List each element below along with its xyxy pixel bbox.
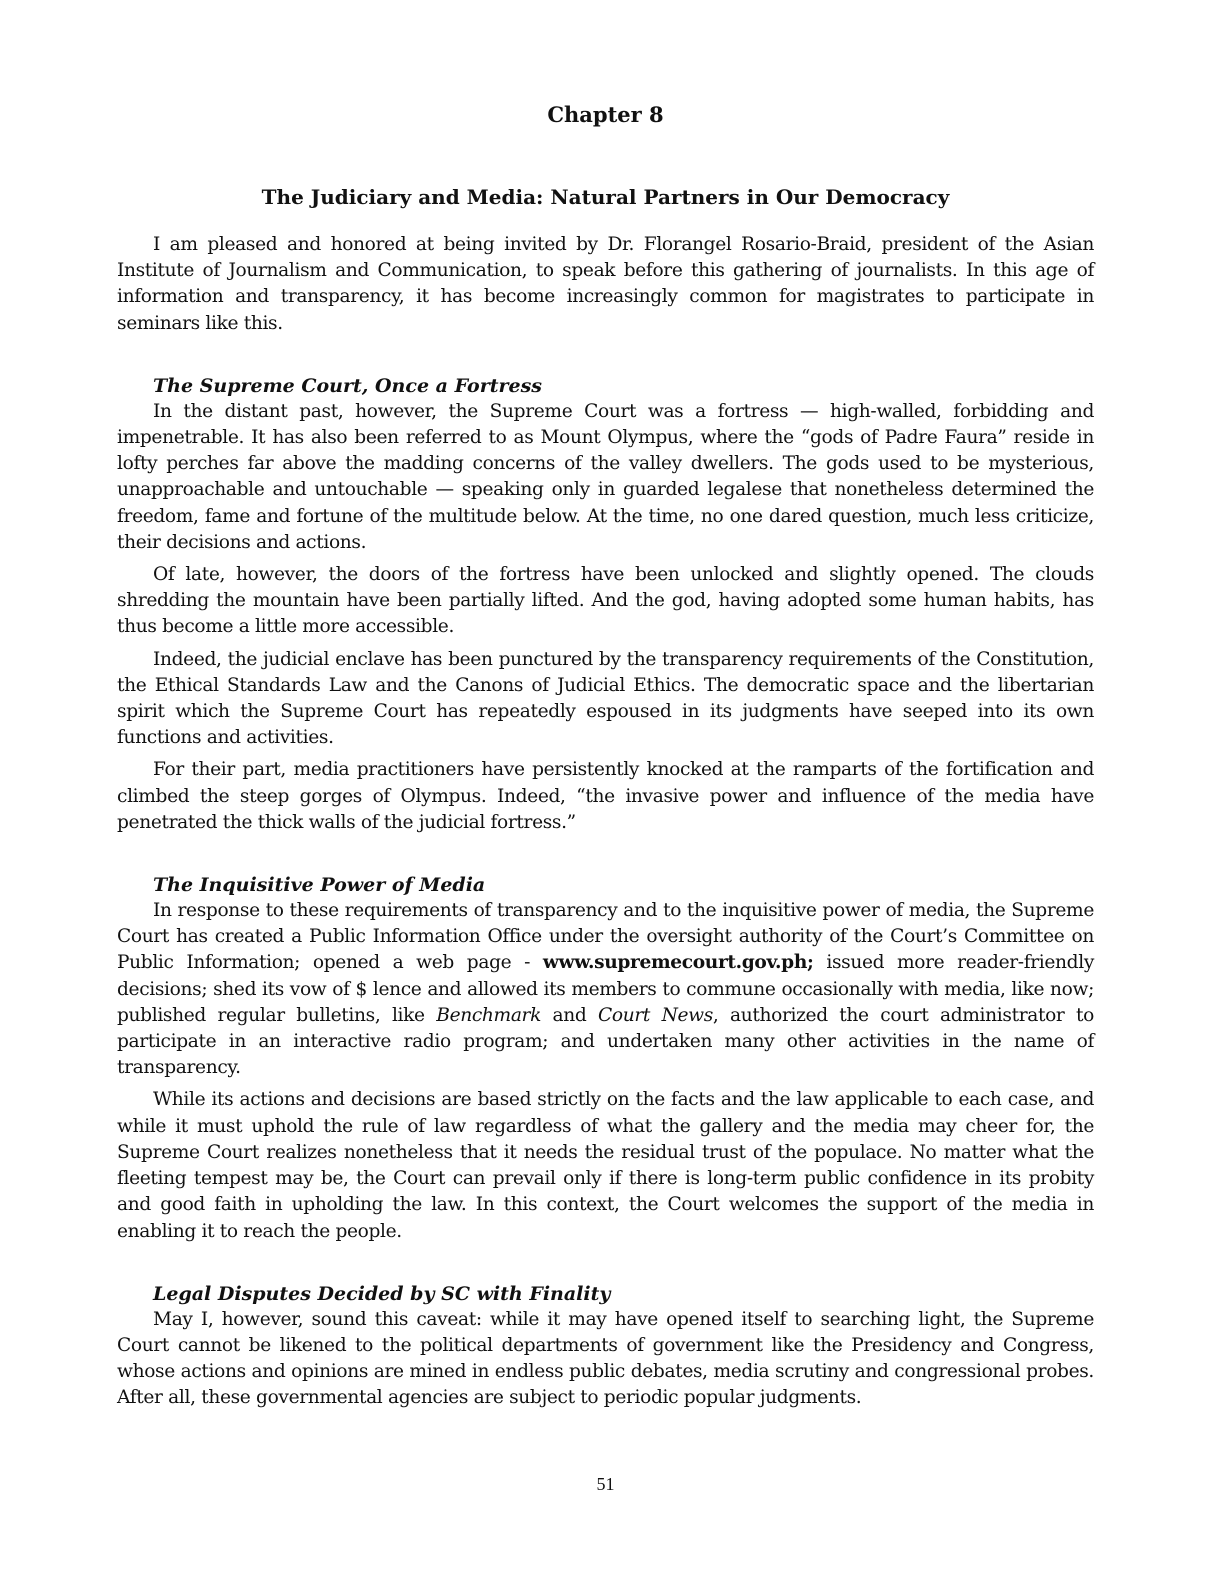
paragraph: May I, however, sound this caveat: while it may have opened itself to searching light, the Supreme Court cannot be likened to the political departments of government like the Presidency and Congress, whose actions and opinions are mined in endless public debates, media scrutiny and congressional probes. After all, these governmental agencies are subject to periodic popular judgments.	[117, 1308, 1094, 1409]
section-heading-legal-disputes: Legal Disputes Decided by SC with Finality	[153, 1282, 611, 1305]
paragraph: While its actions and decisions are based strictly on the facts and the law applicable to each case, and while it must uphold the rule of law regardless of what the gallery and the media may cheer for, the Supreme Court realizes nonetheless that it needs the residual trust of the populace. No matter what the fleeting tempest may be, the Court can prevail only if there is long-term public confidence in its probity and good faith in upholding the law. In this context, the Court welcomes the support of the media in enabling it to reach the people.	[117, 1089, 1094, 1242]
paragraph-with-link	[117, 898, 1094, 1081]
publication-title: Benchmark	[436, 1004, 542, 1026]
chapter-label: Chapter 8	[547, 102, 664, 127]
web-address: www.supremecourt.gov.ph;	[542, 952, 814, 974]
text-run: In response to these requirements of transparency and to the inquisitive power of media, the Supreme Court has created a Public Information Office under the oversight authority of the Court’s Committee on Public Information; opened a web page -	[117, 900, 1094, 974]
page-number: 51	[596, 1474, 615, 1494]
paragraph: In the distant past, however, the Supreme Court was a fortress — high-walled, forbidding and impenetrable. It has also been referred to as Mount Olympus, where the “gods of Padre Faura” reside in lofty perches far above the madding concerns of the valley dwellers. The gods used to be mysterious, unapproachable and untouchable — speaking only in guarded legalese that nonetheless determined the freedom, fame and fortune of the multitude below. At the time, no one dared question, much less criticize, their decisions and actions.	[117, 400, 1094, 553]
section-heading-inquisitive-power: The Inquisitive Power of Media	[153, 874, 486, 897]
paragraph: Indeed, the judicial enclave has been punctured by the transparency requirements of the Constitution, the Ethical Standards Law and the Canons of Judicial Ethics. The democratic space and the libertarian spirit which the Supreme Court has repeatedly espoused in its judgments have seeped into its own functions and activities.	[117, 648, 1094, 749]
section-heading-fortress: The Supreme Court, Once a Fortress	[153, 374, 542, 397]
document-body	[117, 232, 1094, 1418]
text-run: and	[541, 1004, 599, 1026]
document-page	[117, 0, 1094, 1584]
publication-title: Court News	[598, 1004, 713, 1026]
paragraph: For their part, media practitioners have persistently knocked at the ramparts of the fortification and climbed the steep gorges of Olympus. Indeed, “the invasive power and influence of the media have penetrated the thick walls of the judicial fortress.”	[117, 759, 1094, 833]
intro-paragraph: I am pleased and honored at being invited by Dr. Florangel Rosario-Braid, president of the Asian Institute of Journalism and Communication, to speak before this gathering of journalists. In this age of information and transparency, it has become increasingly common for magistrates to participate in seminars like this.	[117, 234, 1094, 334]
text-run: , authorized the court administrator to participate in an interactive radio program; and undertaken many other activities in the name of transparency.	[117, 1004, 1094, 1079]
text-run: issued more reader-friendly decisions; shed its vow of $ lence and allowed its members to commune occasionally with media, like now; published regular bulletins, like	[117, 952, 1094, 1026]
paragraph: Of late, however, the doors of the fortress have been unlocked and slightly opened. The clouds shredding the mountain have been partially lifted. And the god, having adopted some human habits, has thus become a little more accessible.	[117, 564, 1094, 638]
chapter-title: The Judiciary and Media: Natural Partners in Our Democracy	[261, 185, 950, 209]
